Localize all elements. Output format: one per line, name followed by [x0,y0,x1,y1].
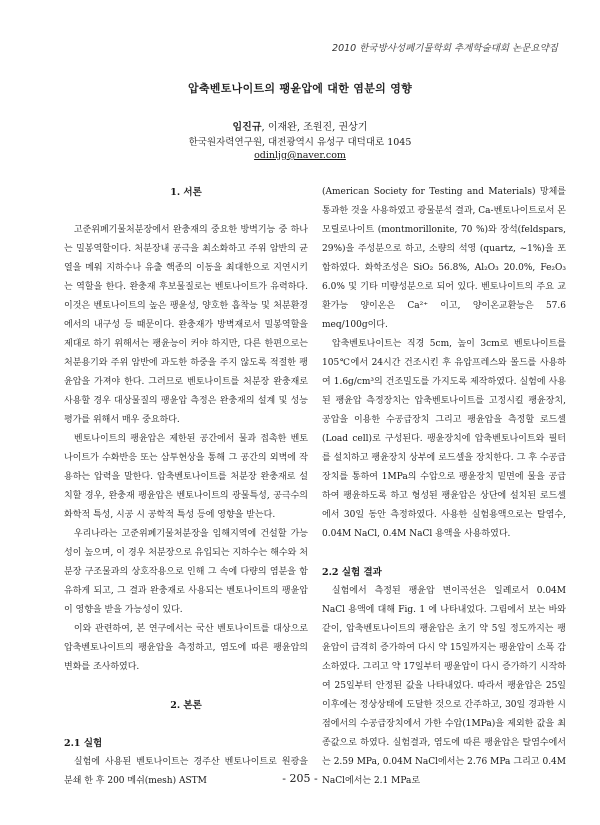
paper-title: 압축벤토나이트의 팽윤압에 대한 염분의 영향 [187,82,413,95]
experiment-paragraph-1: 실험에 사용된 벤토나이트는 경주산 벤토나이트로 원광을 분쇄 한 후 200 메쉬(mesh) ASTM [64,757,308,786]
experiment-paragraph-3: 압축벤토나이트는 직경 5cm, 높이 3cm로 벤토나이트를 105℃에서 24시간 건조시킨 후 유압프레스와 몰드를 사용하여 1.6g/cm³의 건조밀도를 가지도록 제작하였다. 실험에 사용된 팽윤압 측정장치는 압축벤토나이트를 고정시킬 팽윤장치, 공압을 이용한 수공급장치 그리고 팽윤압을 측정할 로드셀(Load cell)로 구성된다. 팽윤장치에 압축벤토나이트와 필터를 설치하고 팽윤장치 상부에 로드셀을 장치한다. 그 후 수공급장치를 통하여 1MPa의 수압으로 팽윤장치 밑면에 물을 공급하여 팽윤하도록 하고 형성된 팽윤압은 상단에 설치된 로드셀에서 30일 동안 측정하였다. 사용한 실험용액으로는 탈염수, 0.04M NaCl, 0.4M NaCl 용액을 사용하였다. [322,339,566,539]
left-column [64,183,308,791]
affiliation: 한국원자력연구원, 대전광역시 유성구 대덕대로 1045 [188,137,412,148]
co-authors: , 이재완, 조원진, 권상기 [261,122,368,133]
subsection-heading-results: 2.2 실험 결과 [322,567,382,578]
intro-paragraph-3: 우리나라는 고준위폐기물처분장을 임해지역에 건설할 가능성이 높으며, 이 경우 처분장으로 유입되는 지하수는 해수와 처분장 구조물과의 상호작용으로 인해 그 속에 다량의 염분을 함유하게 되고, 그 결과 완충재로 사용되는 벤토나이트의 팽윤압이 영향을 받을 가능성이 있다. [64,529,308,615]
experiment-paragraph-2: (American Society for Testing and Materials) 망체를 통과한 것을 사용하였고 광물분석 결과, Ca-벤토나이트로서 몬모릴로나이트 (montmorillonite, 70 %)와 장석(feldspars, 29%)을 주성분으로 하고, 소량의 석영 (quartz, ~1%)을 포함하였다. 화학조성은 SiO₂ 56.8%, Al₂O₃ 20.0%, Fe₂O₃ 6.0% 및 기타 미량성분으로 되어 있다. 벤토나이트의 주요 교환가능 양이온은 Ca²⁺ 이고, 양이온교환능은 57.6 meq/100g이다. [322,187,566,330]
author-email[interactable]: odinljg@naver.com [254,150,346,161]
section-heading-body: 2. 본론 [170,700,202,711]
right-column [322,183,566,791]
results-paragraph-1: 실험에서 측정된 팽윤압 변이곡선은 일례로서 0.04M NaCl 용액에 대해 Fig. 1 에 나타내었다. 그림에서 보는 바와 같이, 압축벤토나이트의 팽윤압은 초기 약 5일 정도까지는 팽윤압이 급격히 증가하여 다시 약 15일까지는 팽윤압이 소폭 감소하였다. 그리고 약 17일부터 팽윤압이 다시 증가하기 시작하여 25일부터 안정된 값을 나타내었다. 따라서 팽윤압은 25일 이후에는 정상상태에 도달한 것으로 간주하고, 30일 경과한 시점에서의 수공급장치에서 가한 수압(1MPa)을 제외한 값을 최종값으로 하였다. 실험결과, 염도에 따른 팽윤압은 탈염수에서는 2.59 MPa, 0.04M NaCl에서는 2.76 MPa 그리고 0.4M NaCl에서는 2.1 MPa로 [322,586,566,786]
author-line [0,118,600,133]
intro-paragraph-2: 벤토나이트의 팽윤압은 제한된 공간에서 물과 접촉한 벤토나이트가 수화반응 또는 삼투현상을 통해 그 공간의 외벽에 작용하는 압력을 말한다. 압축벤토나이트를 처분장 완충재로 설치할 경우, 완충재 팽윤압은 벤토나이트의 광물특성, 공극수의 화학적 특성, 시공 시 공학적 특성 등에 영향을 받는다. [64,434,308,520]
lead-author: 임진규 [232,122,262,133]
running-header: 2010 한국방사성폐기물학회 추계학술대회 논문요약집 [332,43,558,54]
intro-paragraph-1: 고준위폐기물처분장에서 완충재의 중요한 방벽기능 중 하나는 밀봉역할이다. 처분장내 공극을 최소화하고 주위 암반의 균열을 메워 지하수나 유출 핵종의 이동을 최대한으로 지연시키는 역할을 한다. 완충재 후보물질로는 벤토나이트가 유력하다. 이것은 벤토나이트의 높은 팽윤성, 양호한 흡착능 및 처분환경에서의 내구성 등 때문이다. 완충재가 방벽재로서 밀봉역할을 제대로 하기 위해서는 팽윤능이 커야 하지만, 다른 한편으로는 처분용기와 주위 암반에 과도한 하중을 주지 않도록 적절한 팽윤압을 가져야 한다. 그러므로 벤토나이트를 처분장 완충재로 사용할 경우 대상물질의 팽윤압 측정은 완충재의 설계 및 성능평가를 위해서 매우 중요하다. [64,225,308,425]
section-heading-introduction: 1. 서론 [170,187,202,198]
intro-paragraph-4: 이와 관련하여, 본 연구에서는 국산 벤토나이트를 대상으로 압축벤토나이트의 팽윤압을 측정하고, 염도에 따른 팽윤압의 변화를 조사하였다. [64,624,308,672]
subsection-heading-experiment: 2.1 실험 [64,738,103,749]
page-number: - 205 - [282,772,318,785]
